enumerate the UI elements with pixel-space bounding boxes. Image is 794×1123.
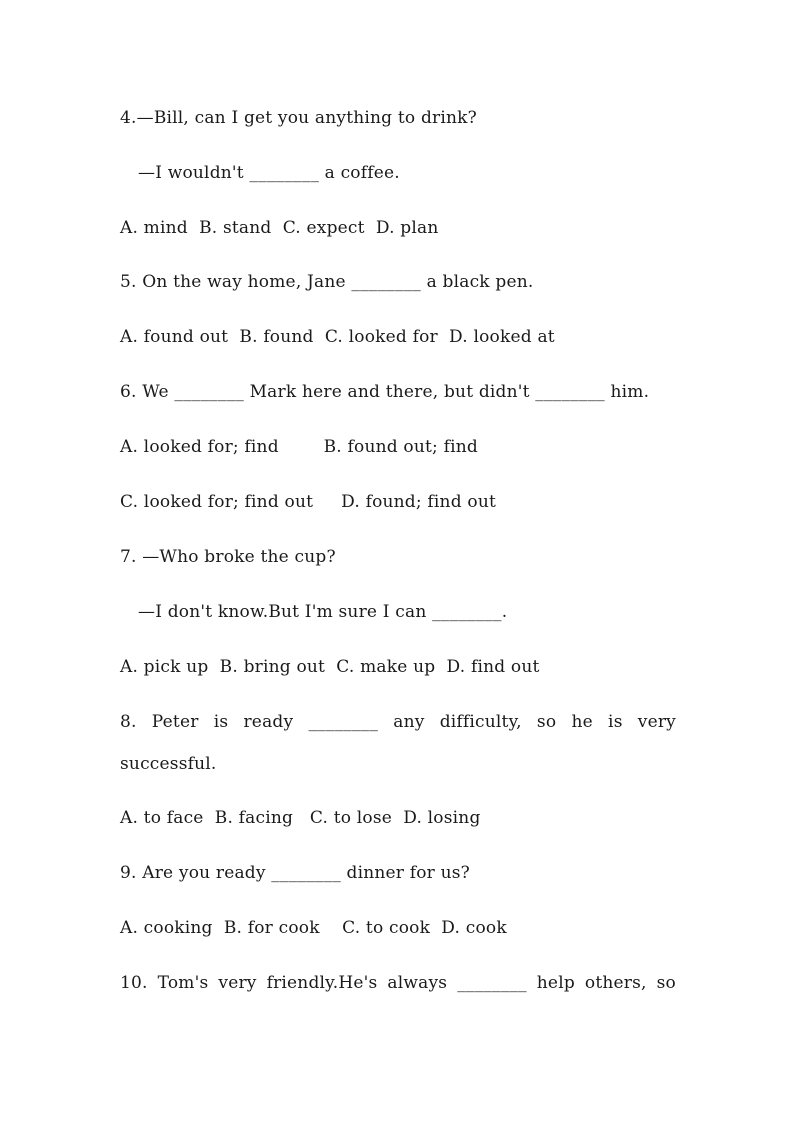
q7-options: A. pick up B. bring out C. make up D. find out: [120, 657, 540, 677]
q5-options: A. found out B. found C. looked for D. looked at: [120, 327, 555, 347]
q4-options: A. mind B. stand C. expect D. plan: [120, 218, 439, 238]
q7-reply: —I don't know.But I'm sure I can ________.: [138, 602, 508, 622]
q8-stem-line2: successful.: [120, 754, 217, 774]
q5-stem: 5. On the way home, Jane ________ a black pen.: [120, 272, 534, 292]
q9-stem: 9. Are you ready ________ dinner for us?: [120, 863, 470, 883]
q7-stem: 7. —Who broke the cup?: [120, 547, 336, 567]
q4-reply: —I wouldn't ________ a coffee.: [138, 163, 400, 183]
q8-options: A. to face B. facing C. to lose D. losing: [120, 808, 481, 828]
q10-stem-line1: 10. Tom's very friendly.He's always ________ help others, so: [120, 973, 676, 993]
q6-stem: 6. We ________ Mark here and there, but didn't ________ him.: [120, 382, 650, 402]
q9-options: A. cooking B. for cook C. to cook D. cook: [120, 918, 507, 938]
q8-stem-line1: 8. Peter is ready ________ any difficulty, so he is very: [120, 712, 676, 732]
q6-options-line2: C. looked for; find out D. found; find out: [120, 492, 496, 512]
q6-options-line1: A. looked for; find B. found out; find: [120, 437, 478, 457]
q4-stem: 4.—Bill, can I get you anything to drink?: [120, 108, 477, 128]
